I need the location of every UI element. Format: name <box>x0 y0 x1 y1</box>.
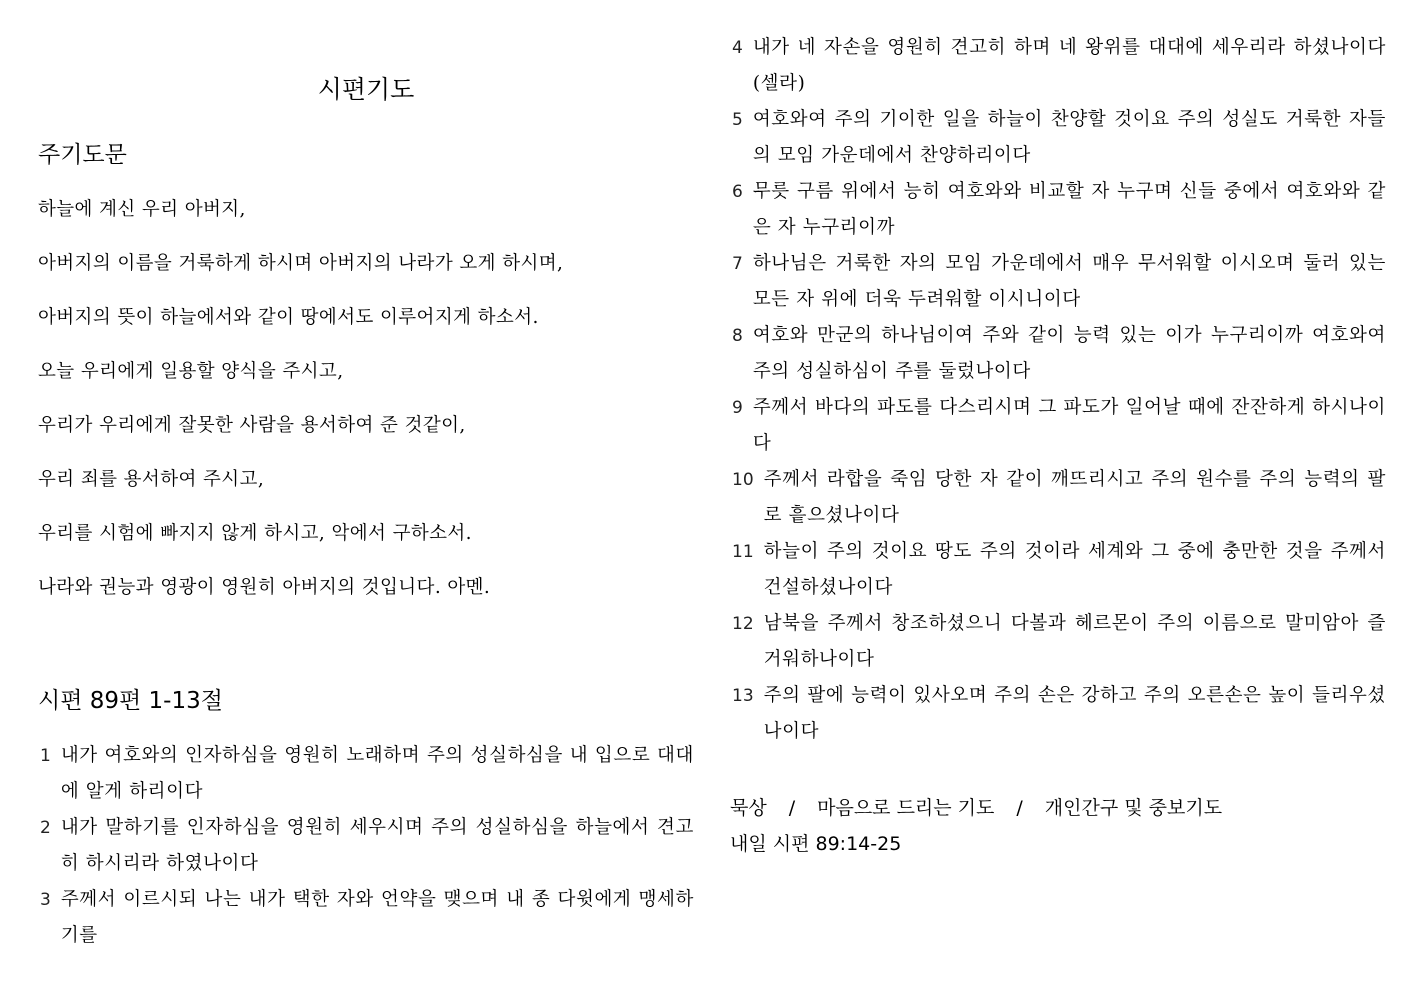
page-title: 시편기도 <box>317 75 415 104</box>
verse <box>730 30 1386 102</box>
silent-prayer-label: 마음으로 드리는 기도 <box>817 797 995 819</box>
verse-text: 내가 네 자손을 영원히 견고히 하며 네 왕위를 대대에 세우리라 하셨나이다 (셀라) <box>752 37 1386 94</box>
verse-number: 3 <box>40 890 51 910</box>
verse <box>730 606 1386 678</box>
psalm-verses-left <box>38 738 694 954</box>
next-reading: 내일 시편 89:14-25 <box>730 833 902 855</box>
prayer-line: 우리가 우리에게 잘못한 사람을 용서하여 준 것같이, <box>38 415 466 436</box>
verse-number: 5 <box>732 110 743 130</box>
meditation-label: 묵상 <box>730 797 767 819</box>
verse-number: 10 <box>732 470 754 490</box>
verse-text: 여호와 만군의 하나님이여 주와 같이 능력 있는 이가 누구리이까 여호와여 주의 성실하심이 주를 둘렀나이다 <box>752 325 1386 382</box>
closing-steps <box>730 790 1222 826</box>
verse <box>730 534 1386 606</box>
lords-prayer <box>38 194 563 626</box>
verse-number: 6 <box>732 182 743 202</box>
prayer-line: 나라와 권능과 영광이 영원히 아버지의 것입니다. 아멘. <box>38 577 491 598</box>
verse <box>38 882 694 954</box>
prayer-line: 오늘 우리에게 일용할 양식을 주시고, <box>38 361 344 382</box>
verse-text: 주께서 바다의 파도를 다스리시며 그 파도가 일어날 때에 잔잔하게 하시나이다 <box>752 397 1386 454</box>
verse-text: 여호와여 주의 기이한 일을 하늘이 찬양할 것이요 주의 성실도 거룩한 자들의 모임 가운데에서 찬양하리이다 <box>752 109 1386 166</box>
verse-text: 주의 팔에 능력이 있사오며 주의 손은 강하고 주의 오른손은 높이 들리우셨나이다 <box>763 685 1386 742</box>
verse-text: 하나님은 거룩한 자의 모임 가운데에서 매우 무서워할 이시오며 둘러 있는 모든 자 위에 더욱 두려워할 이시니이다 <box>752 253 1386 310</box>
prayer-line: 아버지의 뜻이 하늘에서와 같이 땅에서도 이루어지게 하소서. <box>38 307 539 328</box>
verse-text: 주께서 라합을 죽임 당한 자 같이 깨뜨리시고 주의 원수를 주의 능력의 팔로 흩으셨나이다 <box>763 469 1386 526</box>
verse <box>38 810 694 882</box>
verse-text: 남북을 주께서 창조하셨으니 다볼과 헤르몬이 주의 이름으로 말미암아 즐거워하나이다 <box>763 613 1386 670</box>
verse-text: 하늘이 주의 것이요 땅도 주의 것이라 세계와 그 중에 충만한 것을 주께서 건설하셨나이다 <box>763 541 1386 598</box>
verse <box>38 738 694 810</box>
separator: / <box>788 797 796 819</box>
verse-number: 1 <box>40 746 51 766</box>
lords-prayer-heading: 주기도문 <box>38 142 127 168</box>
prayer-line: 아버지의 이름을 거룩하게 하시며 아버지의 나라가 오게 하시며, <box>38 253 564 274</box>
prayer-line: 하늘에 계신 우리 아버지, <box>38 199 246 220</box>
verse <box>730 318 1386 390</box>
psalm-verses-right <box>730 30 1386 750</box>
verse <box>730 174 1386 246</box>
verse <box>730 462 1386 534</box>
closing-section <box>730 790 1222 862</box>
prayer-line: 우리를 시험에 빠지지 않게 하시고, 악에서 구하소서. <box>38 523 472 544</box>
verse <box>730 246 1386 318</box>
verse <box>730 390 1386 462</box>
verse-number: 9 <box>732 398 743 418</box>
verse-number: 2 <box>40 818 51 838</box>
verse-text: 내가 여호와의 인자하심을 영원히 노래하며 주의 성실하심을 내 입으로 대대에 알게 하리이다 <box>60 745 694 802</box>
separator: / <box>1016 797 1023 819</box>
verse-number: 12 <box>732 614 754 634</box>
verse-number: 11 <box>732 542 754 562</box>
verse-number: 13 <box>732 686 754 706</box>
psalm-heading: 시편 89편 1-13절 <box>38 688 223 714</box>
verse-number: 8 <box>732 326 743 346</box>
verse <box>730 678 1386 750</box>
verse-text: 주께서 이르시되 나는 내가 택한 자와 언약을 맺으며 내 종 다윗에게 맹세하기를 <box>60 889 694 946</box>
verse-text: 내가 말하기를 인자하심을 영원히 세우시며 주의 성실하심을 하늘에서 견고히 하시리라 하였나이다 <box>60 817 694 874</box>
verse-text: 무릇 구름 위에서 능히 여호와와 비교할 자 누구며 신들 중에서 여호와와 같은 자 누구리이까 <box>752 181 1386 238</box>
prayer-line: 우리 죄를 용서하여 주시고, <box>38 469 265 490</box>
intercession-label: 개인간구 및 중보기도 <box>1044 797 1223 819</box>
verse <box>730 102 1386 174</box>
verse-number: 4 <box>732 38 743 58</box>
verse-number: 7 <box>732 254 743 274</box>
